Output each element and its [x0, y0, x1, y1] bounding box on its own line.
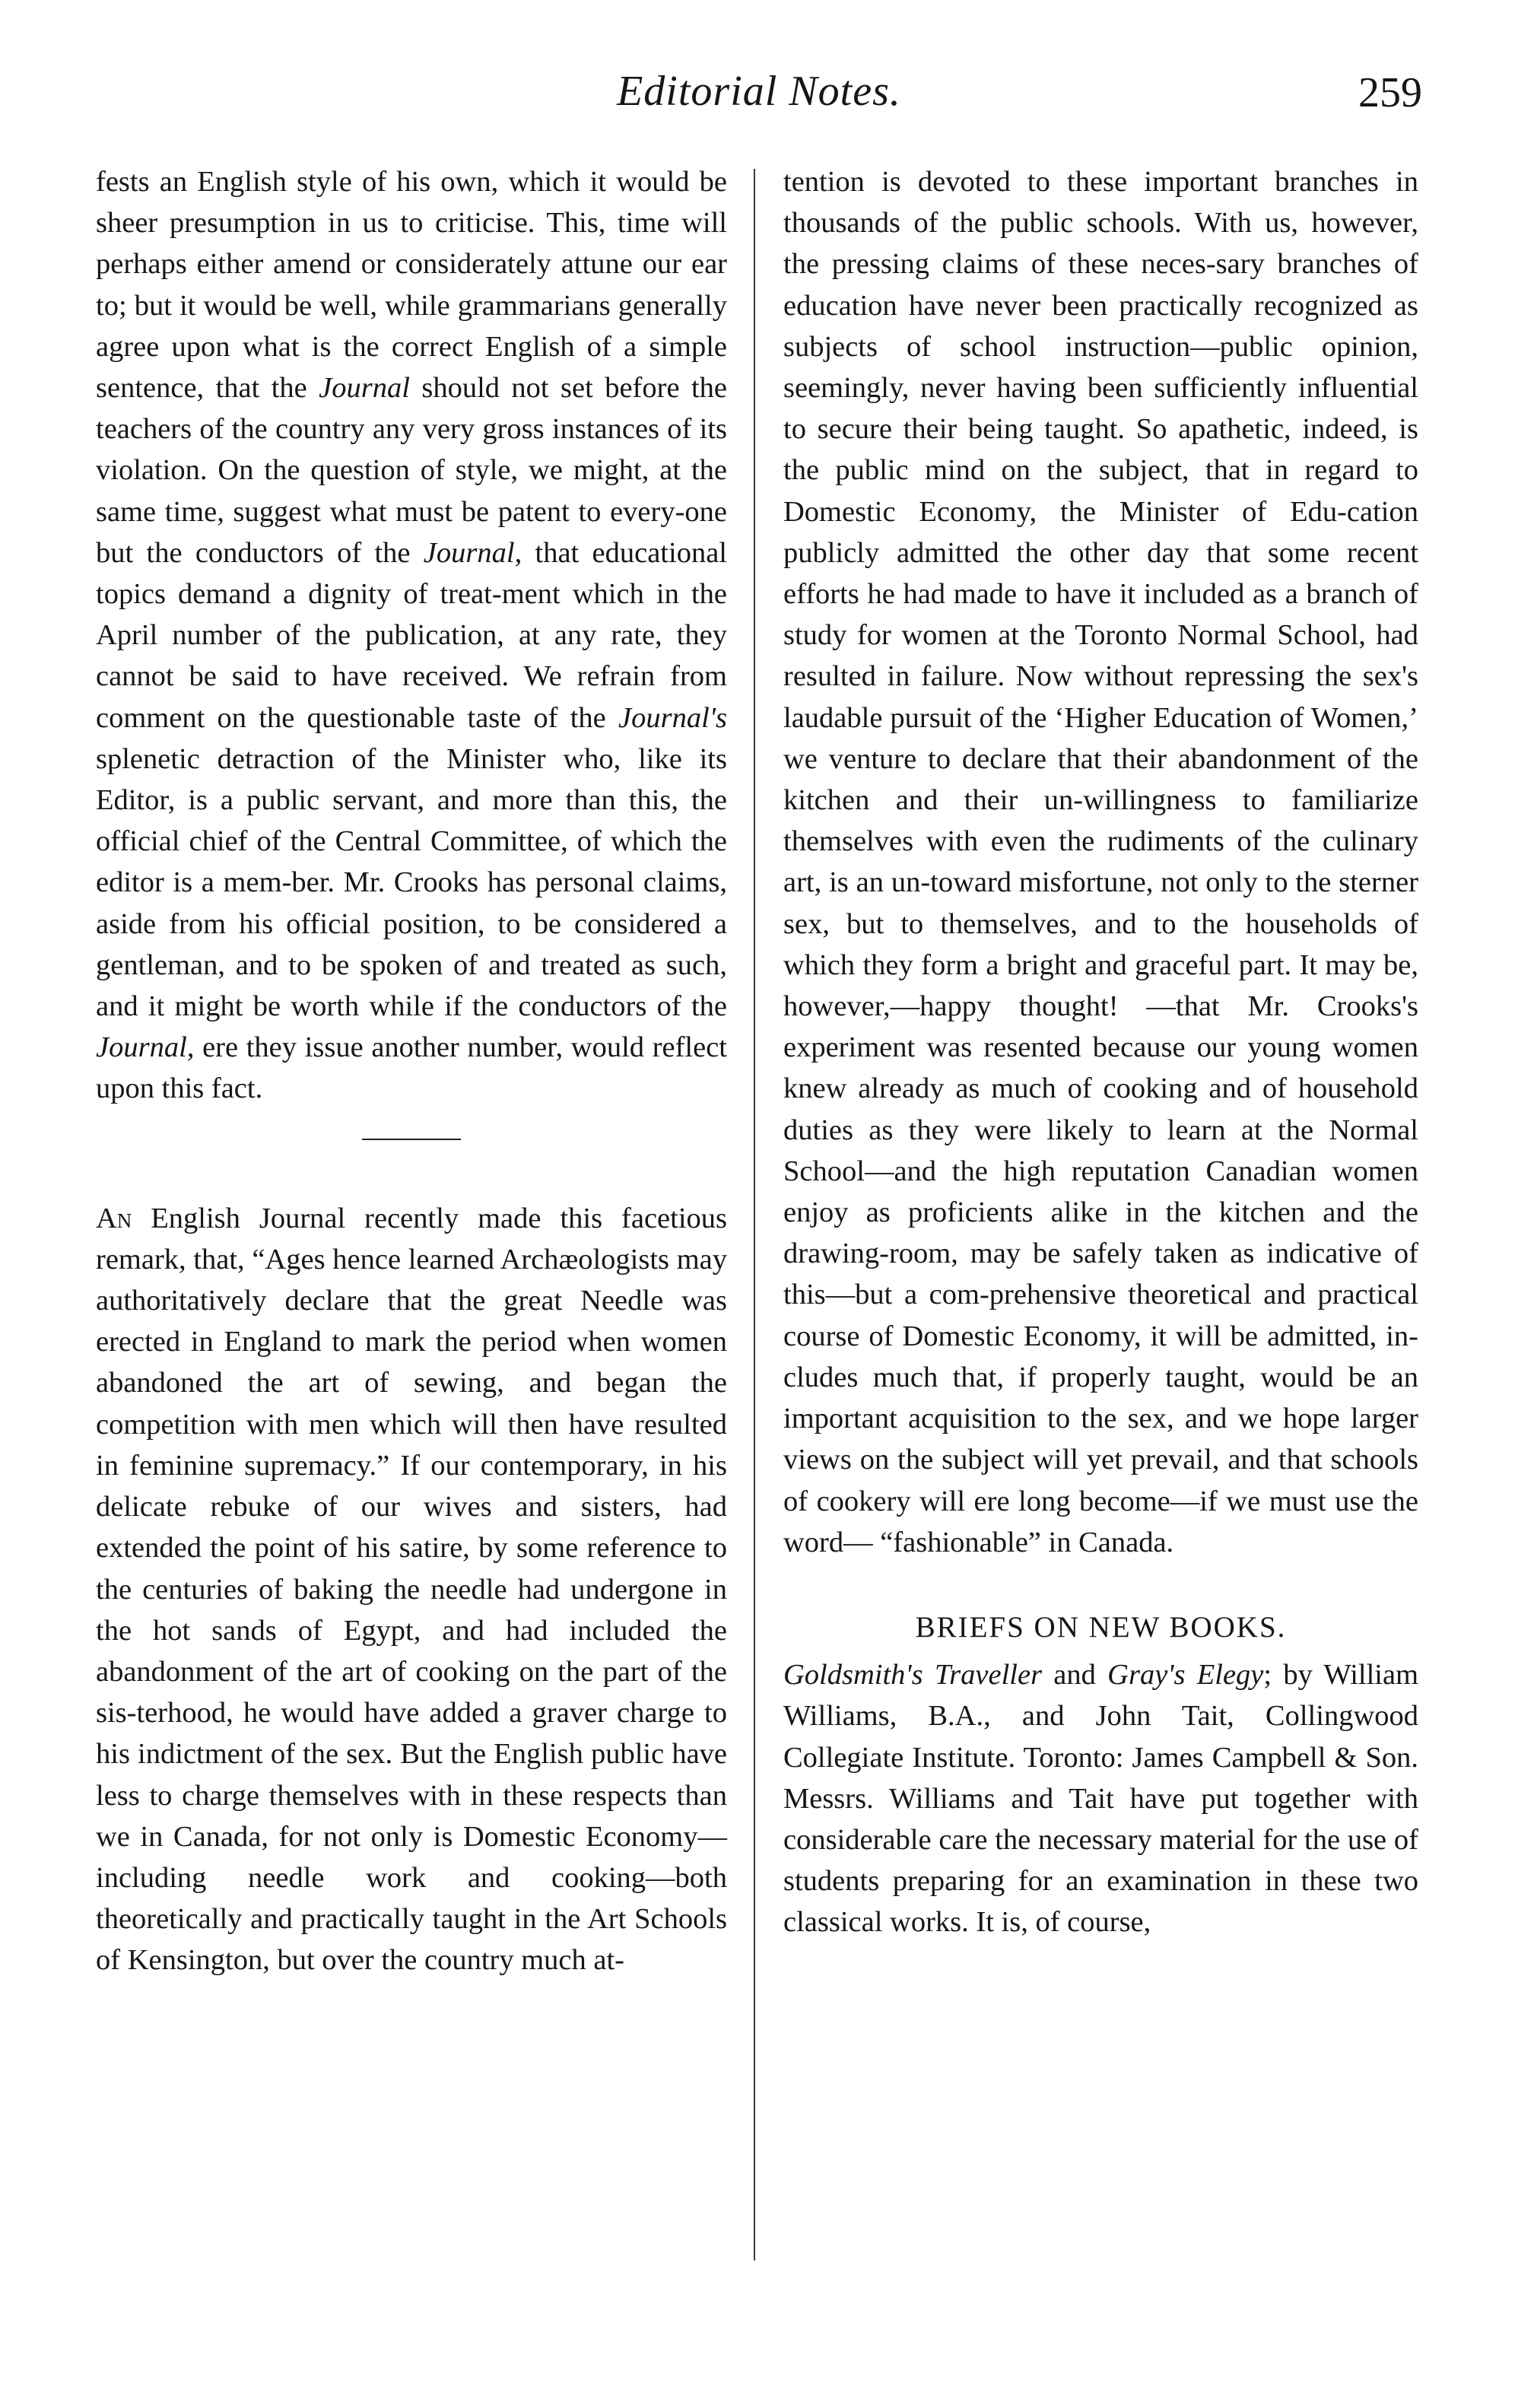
left-column [96, 161, 727, 1981]
page-number: 259 [1358, 69, 1422, 116]
paragraph-journal-critique: fests an English style of his own, which it would be sheer presumption in us to criticise. This, time will perhaps either amend or considerately attune our ear to; but it would be well, while grammarians generally agree upon what is the correct English of a simple sentence, that the Journal should not set before the teachers of the country any very gross instances of its violation. On the question of style, we might, at the same time, suggest what must be patent to every-one but the conductors of the Journal, that educational topics demand a dignity of treat-ment which in the April number of the publication, at any rate, they cannot be said to have received. We refrain from comment on the questionable taste of the Journal's splenetic detraction of the Minister who, like its Editor, is a public servant, and more than this, the official chief of the Central Committee, of which the editor is a mem-ber. Mr. Crooks has personal claims, aside from his official position, to be considered a gentleman, and to be spoken of and treated as such, and it might be worth while if the conductors of the Journal, ere they issue another number, would reflect upon this fact. [96, 166, 727, 1105]
running-head [0, 67, 1518, 135]
column-rule [754, 169, 755, 2260]
paragraph-continuation: tention is devoted to these important branches in thousands of the public schools. With us, however, the pressing claims of these neces-sary branches of education have never been practically recognized as subjects of school instruction—public opinion, seemingly, never having been sufficiently influential to secure their being taught. So apathetic, indeed, is the public mind on the subject, that in regard to Domestic Economy, the Minister of Edu-cation publicly admitted the other day that some recent efforts he had made to have it included as a branch of study for women at the Toronto Normal School, had resulted in failure. Now without repressing the sex's laudable pursuit of the ‘Higher Education of Women,’ we venture to declare that their abandonment of the kitchen and their un-willingness to familiarize themselves with even the rudiments of the culinary art, is an un-toward misfortune, not only to the sterner sex, but to themselves, and to the households of which they form a bright and graceful part. It may be, however,—happy thought! —that Mr. Crooks's experiment was resented because our young women knew already as much of cooking and of household duties as they were likely to learn at the Normal School—and the high reputation Canadian women enjoy as proficients alike in the kitchen and the drawing-room, may be safely taken as indicative of this—but a com-prehensive theoretical and practical course of Domestic Economy, it will be admitted, in-cludes much that, if properly taught, would be an important acquisition to the sex, and we hope larger views on the subject will yet prevail, and that schools of cookery will ere long become—if we must use the word— “fashionable” in Canada. [783, 166, 1418, 1558]
book-review-entry: Goldsmith's Traveller and Gray's Elegy; by William Williams, B.A., and John Tait, Collingwood Collegiate Institute. Toronto: James Campbell & Son. Messrs. Williams and Tait have put together with considerable care the necessary material for the use of students preparing for an examination in these two classical works. It is, of course, [783, 1659, 1419, 1939]
journal-title: Journal's [618, 701, 727, 734]
section-divider [362, 1139, 461, 1140]
lead-word: An [96, 1202, 132, 1234]
journal-title: Journal, [96, 1031, 195, 1064]
journal-title: Journal [319, 372, 410, 405]
briefs-heading: BRIEFS ON NEW BOOKS. [915, 1610, 1287, 1644]
book-title: Gray's Elegy [1107, 1659, 1264, 1692]
journal-title: Journal, [423, 536, 522, 569]
running-title: Editorial Notes. [617, 68, 901, 115]
book-title: Goldsmith's Traveller [783, 1659, 1043, 1692]
paragraph-domestic-economy: An English Journal recently made this facetious remark, that, “Ages hence learned Archæologists may authoritatively declare that the great Needle was erected in England to mark the period when women abandoned the art of sewing, and began the competition with men which will then have resulted in feminine supremacy.” If our contemporary, in his delicate rebuke of our wives and sisters, had extended the point of his satire, by some reference to the centuries of baking the needle had undergone in the hot sands of Egypt, and had included the abandonment of the art of cooking on the part of the sis-terhood, he would have added a graver charge to his indictment of the sex. But the English public have less to charge themselves with in these respects than we in Canada, for not only is Domestic Economy—including needle work and cooking—both theoretically and practically taught in the Art Schools of Kensington, but over the country much at- [96, 1202, 727, 1977]
right-column [783, 161, 1418, 1943]
